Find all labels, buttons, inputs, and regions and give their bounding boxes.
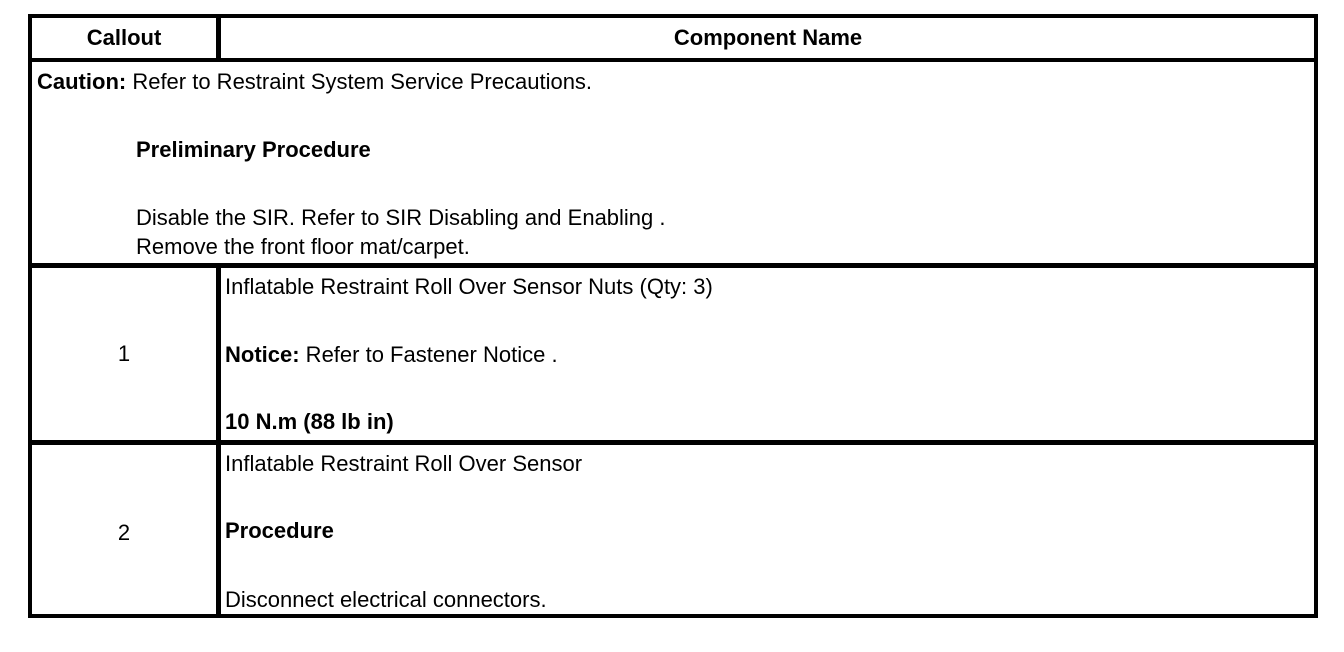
- caution-label: Caution:: [37, 69, 127, 94]
- row1-divider: [216, 268, 221, 440]
- row1-torque: 10 N.m (88 lb in): [225, 409, 394, 434]
- row2-callout: 2: [117, 520, 131, 545]
- notice-text: Refer to Fastener Notice .: [299, 342, 558, 367]
- intro-bottom-rule: [32, 263, 1314, 268]
- row2-divider: [216, 445, 221, 614]
- header-bottom-rule: [32, 58, 1314, 62]
- header-component-name: Component Name: [673, 25, 863, 50]
- preliminary-step-2: Remove the front floor mat/carpet.: [136, 234, 470, 259]
- row1-component-name: Inflatable Restraint Roll Over Sensor Nuts (Qty: 3): [225, 274, 713, 299]
- row2-procedure-text: Disconnect electrical connectors.: [225, 587, 547, 612]
- caution-text: Refer to Restraint System Service Precautions.: [126, 69, 593, 94]
- row1-bottom-rule: [32, 440, 1314, 445]
- row2-procedure-heading: Procedure: [225, 518, 334, 543]
- row2-component-name: Inflatable Restraint Roll Over Sensor: [225, 451, 583, 476]
- preliminary-step-1: Disable the SIR. Refer to SIR Disabling and Enabling .: [136, 205, 666, 230]
- row1-callout: 1: [117, 341, 131, 366]
- header-divider: [216, 18, 221, 59]
- header-callout: Callout: [86, 25, 162, 50]
- row1-notice: [225, 342, 558, 368]
- caution-line: [37, 69, 592, 95]
- component-table: [28, 14, 1318, 618]
- notice-label: Notice:: [225, 342, 300, 367]
- preliminary-heading: Preliminary Procedure: [136, 137, 371, 162]
